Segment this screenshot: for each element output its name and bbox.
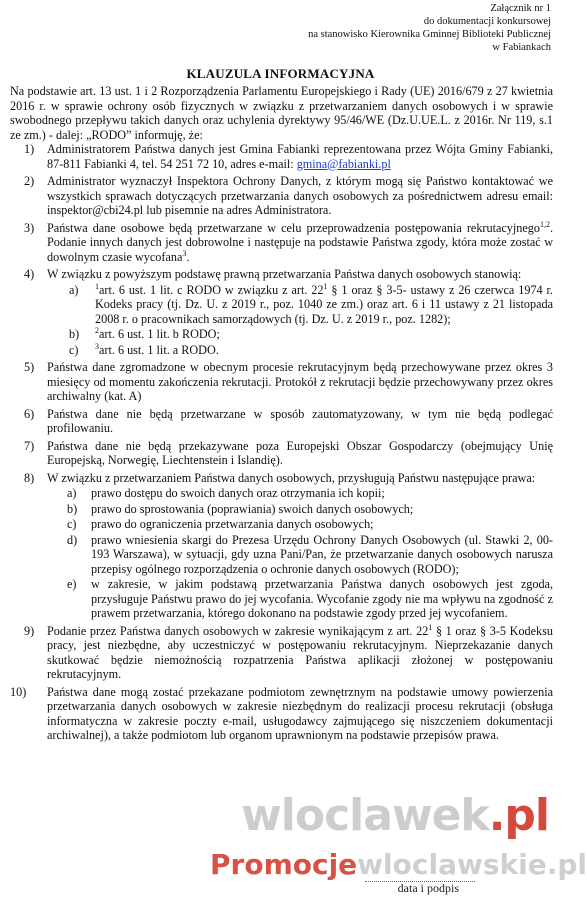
- sub-number: a): [67, 486, 77, 500]
- clause-text: .: [186, 249, 190, 264]
- clause-number: 3): [24, 220, 35, 235]
- sub-text: prawo do sprostowania (poprawiania) swoich danych osobowych;: [91, 501, 414, 516]
- watermark-line-1: [241, 790, 549, 841]
- clause-text: Państwa dane mogą zostać przekazane podmiotom zewnętrznym na podstawie umowy powierzenia przetwarzania danych osobowych w zakresie niezbędnym do realizacji procesu rekrutacji (obsługa informatyczna w zakresie poczty e-mail, usługodawcy zajmującego się niszczeniem dokumentacji archiwalnej), a także podmiotom lub organom uprawnionym na podstawie przepisów prawa.: [47, 684, 553, 742]
- clause-item-3: [10, 221, 553, 265]
- clause-number: 4): [24, 267, 35, 281]
- sub-number: d): [67, 532, 78, 547]
- sub-number: c): [67, 517, 77, 531]
- watermark-domain: .pl: [488, 790, 549, 841]
- annex-line-2: do dokumentacji konkursowej: [423, 16, 551, 27]
- clause-item-8: [10, 471, 553, 621]
- annex-line-3: na stanowisko Kierownika Gminnej Biblioteki Publicznej: [308, 29, 551, 40]
- clause-number: 6): [24, 406, 35, 421]
- legal-basis-a: [47, 283, 553, 327]
- sub-number: b): [69, 327, 80, 341]
- legal-basis-b: [47, 327, 553, 342]
- clause-item-4: [10, 267, 553, 357]
- clause-number: 10): [10, 684, 27, 699]
- clause-item-2: [10, 174, 553, 218]
- watermark-logo: [0, 790, 587, 900]
- sub-number: b): [67, 501, 78, 516]
- clause-text: W związku z przetwarzaniem Państwa danych osobowych, przysługują Państwu następujące prawa:: [47, 470, 536, 485]
- footnote-marker: 3: [95, 341, 99, 351]
- annex-header: [251, 2, 551, 54]
- footnote-marker: 3: [182, 248, 187, 258]
- clause-number: 1): [24, 142, 35, 156]
- sub-text: § 1 oraz § 3-5- ustawy z 26 czerwca 1974 r. Kodeks pracy (tj. Dz. U. z 2019 r., poz. 1040 ze zm.) oraz art. 6 i 11 ustawy z 21 listopada 2008 r. o pracownikach samorządowych (tj. Dz. U. z 2019 r., poz. 1282);: [95, 282, 553, 326]
- clause-item-7: [10, 439, 553, 468]
- annex-line-4: w Fabiankach: [492, 42, 551, 53]
- watermark-text: wloclawek: [241, 790, 489, 841]
- clause-list: [10, 142, 553, 743]
- legal-basis-c: [47, 343, 553, 358]
- sub-number: a): [69, 282, 79, 297]
- annex-line-1: Załącznik nr 1: [490, 3, 551, 14]
- clause-number: 7): [24, 438, 35, 453]
- document-title: KLAUZULA INFORMACYJNA: [186, 66, 375, 81]
- footnote-marker: 1,2: [539, 219, 550, 229]
- clause-text: Administrator wyznaczył Inspektora Ochrony Danych, z którym mogą się Państwo kontaktować we wszystkich sprawach dotyczących przetwarzania danych osobowych za pośrednictwem adresu email: inspektor@cbi24.pl lub pisemnie na adres Administratora.: [47, 174, 553, 217]
- watermark-line-2: [210, 848, 587, 881]
- footnote-marker: 1: [428, 622, 433, 632]
- clause-item-6: [10, 407, 553, 436]
- clause-number: 2): [24, 174, 35, 188]
- clause-text: Państwa dane zgromadzone w obecnym procesie rekrutacyjnym będą przechowywane przez okres 3 miesięcy od momentu zakończenia rekrutacji. Protokół z rekrutacji będzie przechowywany przez okres archiwalny (kat. A): [47, 360, 553, 403]
- signature-line: [365, 881, 475, 882]
- signature-label: data i podpis: [397, 881, 459, 895]
- clause-text: Państwa dane nie będą przetwarzane w sposób zautomatyzowany, w tym nie będą podlegać profilowaniu.: [47, 406, 553, 435]
- sub-text: prawo wniesienia skargi do Prezesa Urzędu Ochrony Danych Osobowych (ul. Stawki 2, 00-193 Warszawa), w sytuacji, gdy uzna Pani/Pan, że przetwarzanie danych osobowych narusza przepisy ogólnego rozporządzenia o ochronie danych osobowych (RODO);: [91, 532, 553, 576]
- footnote-marker: 2: [95, 325, 99, 335]
- sub-text: prawo dostępu do swoich danych oraz otrzymania ich kopii;: [91, 486, 385, 500]
- document-body: [10, 84, 553, 746]
- footnote-marker: 1: [95, 281, 99, 291]
- email-link[interactable]: gmina@fabianki.pl: [296, 156, 391, 171]
- sub-number: e): [67, 577, 77, 591]
- right-a: [47, 486, 553, 501]
- clause-item-1: [10, 142, 553, 171]
- sub-number: c): [69, 342, 79, 357]
- intro-paragraph: Na podstawie art. 13 ust. 1 i 2 Rozporządzenia Parlamentu Europejskiego i Rady (UE) 2016/679 z 27 kwietnia 2016 r. w sprawie ochrony osób fizycznych w związku z przetwarzaniem danych osobowych i w sprawie swobodnego przepływu takich danych oraz uchylenia dyrektywy 95/46/WE (Dz.U.UE.L. z 2016r. Nr 119, s.1 ze zm.) - dalej: „RODO” informuję, że:: [10, 84, 553, 142]
- clause-text: . Podanie innych danych jest dobrowolne i następuje na podstawie Państwa zgody, która może zostać w dowolnym czasie wycofana: [47, 220, 553, 264]
- clause-text: Państwa dane osobowe będą przetwarzane w celu przeprowadzenia postępowania rekrutacyjnego: [47, 220, 540, 235]
- clause-text: Państwa dane nie będą przekazywane poza Europejski Obszar Gospodarczy (obejmujący Unię Europejską, Norwegię, Liechtenstein i Islandię).: [47, 438, 553, 467]
- clause-text: Podanie przez Państwa danych osobowych w zakresie wynikającym z art. 22: [47, 623, 429, 638]
- clause-text: § 1 oraz § 3-5 Kodeksu pracy, jest niezbędne, aby uczestniczyć w postępowaniu rekrutacyjnym. Nieprzekazanie danych skutkować będzie niemożnością rozpatrzenia Państwa aplikacji złożonej w postępowaniu rekrutacyjnym.: [47, 623, 553, 681]
- clause-number: 5): [24, 360, 35, 374]
- sub-text: prawo do ograniczenia przetwarzania danych osobowych;: [91, 517, 374, 531]
- right-b: [47, 502, 553, 517]
- clause-item-5: [10, 360, 553, 404]
- footnote-marker: 1: [323, 281, 328, 291]
- clause-number: 9): [24, 623, 35, 638]
- sub-text: art. 6 ust. 1 lit. c RODO w związku z art. 22: [99, 282, 324, 297]
- clause-item-10: [10, 685, 553, 743]
- clause-text: W związku z powyższym podstawę prawną przetwarzania Państwa danych osobowych stanowią:: [47, 267, 522, 281]
- watermark-domain-2: wloclawskie.pl: [357, 848, 587, 881]
- right-c: [47, 517, 553, 532]
- sub-text: art. 6 ust. 1 lit. b RODO;: [99, 327, 220, 341]
- right-e: [47, 577, 553, 621]
- watermark-brand: Promocje: [210, 848, 358, 881]
- clause-text: Administratorem Państwa danych jest Gmina Fabianki reprezentowana przez Wójta Gminy Fabianki, 87-811 Fabianki 4, tel. 54 251 72 10, adres e-mail:: [47, 142, 553, 171]
- clause-item-9: [10, 624, 553, 682]
- right-d: [47, 533, 553, 577]
- sub-text: w zakresie, w jakim podstawą przetwarzania Państwa danych osobowych jest zgoda, przysługuje Państwu prawo do jej wycofania. Wycofanie zgody nie ma wpływu na zgodność z prawem przetwarzania, którego dokonano na podstawie zgody przed jej wycofaniem.: [91, 577, 553, 620]
- clause-number: 8): [24, 470, 35, 485]
- sub-text: art. 6 ust. 1 lit. a RODO.: [99, 342, 219, 357]
